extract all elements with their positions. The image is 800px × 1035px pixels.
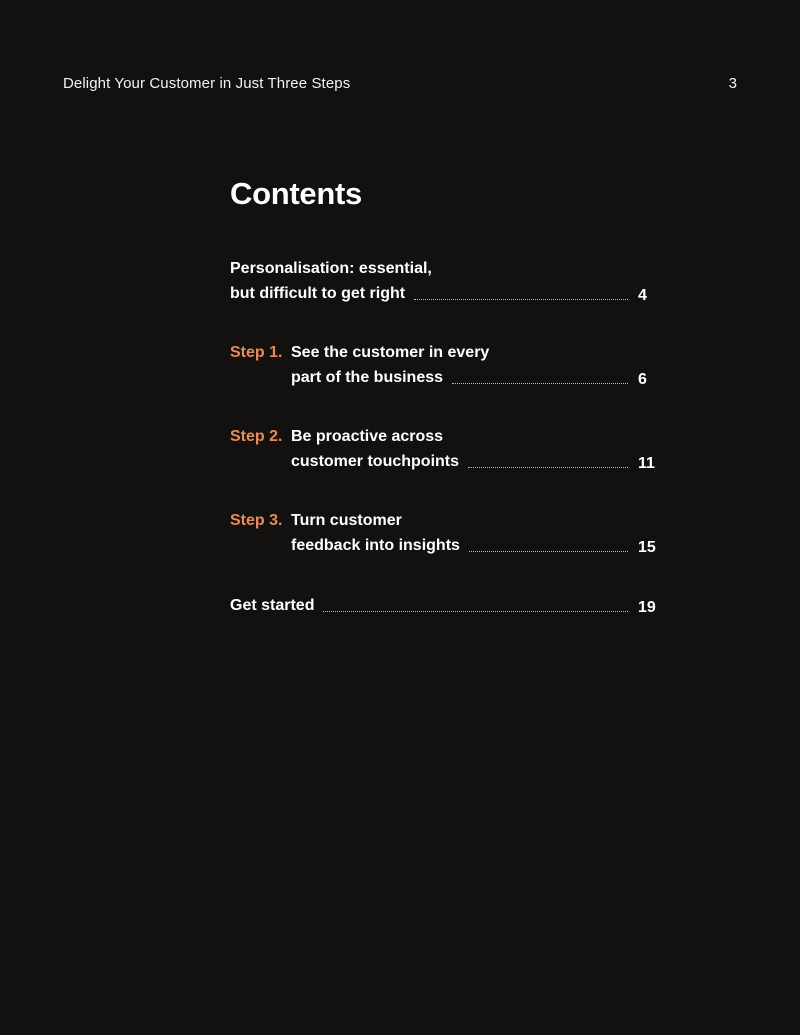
toc-entry-line2: customer touchpoints <box>291 453 460 470</box>
toc-entry-line2: feedback into insights <box>291 537 460 554</box>
dot-leader <box>323 610 628 612</box>
toc-entry-line1: Turn customer <box>291 512 402 529</box>
dot-leader <box>468 466 628 468</box>
toc-page-ref: 6 <box>638 371 647 388</box>
running-header: Delight Your Customer in Just Three Steps <box>63 75 351 92</box>
toc-entry-line1: Personalisation: essential, <box>230 260 432 277</box>
dot-leader <box>452 382 628 384</box>
toc-entry-step-3[interactable] <box>230 508 656 558</box>
toc-entry-step-1[interactable] <box>230 340 656 390</box>
toc-entry-line1: Be proactive across <box>291 428 444 445</box>
toc-entry-get-started[interactable] <box>230 593 656 618</box>
dot-leader <box>414 298 628 300</box>
toc-entry-personalisation[interactable] <box>230 256 656 306</box>
toc-page-ref: 15 <box>638 539 656 556</box>
page-number: 3 <box>728 75 737 92</box>
toc-page-ref: 11 <box>638 455 655 472</box>
step-label: Step 3. <box>230 512 283 529</box>
toc-page-ref: 19 <box>638 599 656 616</box>
step-label: Step 1. <box>230 344 283 361</box>
toc-entry-line1: Get started <box>230 597 315 614</box>
step-label: Step 2. <box>230 428 283 445</box>
toc-entry-line2: part of the business <box>291 369 444 386</box>
dot-leader <box>469 550 628 552</box>
contents-title: Contents <box>230 176 362 211</box>
toc-entry-step-2[interactable] <box>230 424 656 474</box>
toc-entry-line2: but difficult to get right <box>230 285 406 302</box>
toc-entry-line1: See the customer in every <box>291 344 490 361</box>
toc-page-ref: 4 <box>638 287 647 304</box>
